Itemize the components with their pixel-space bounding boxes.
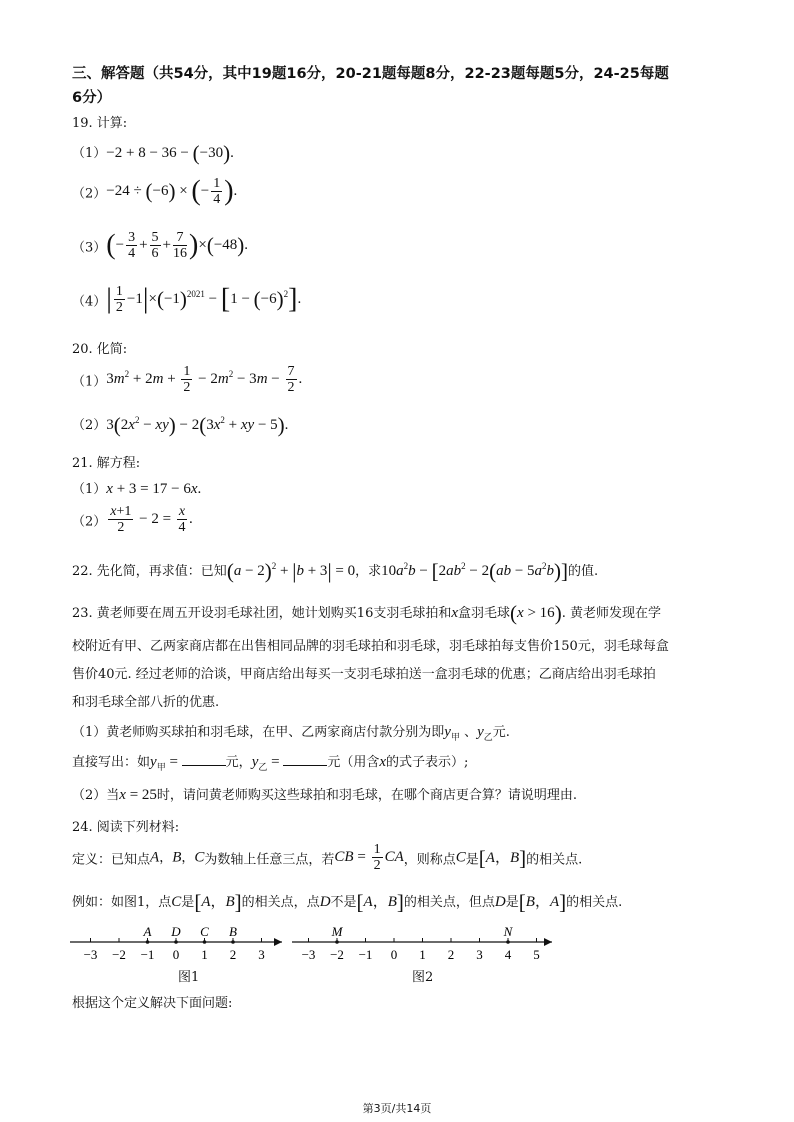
q23-part2: （2）当x = 25时，请问黄老师购买这些球拍和羽毛球，在哪个商店更合算？请说明理由.	[72, 787, 578, 803]
number-line-figures	[60, 918, 580, 990]
fig1-point-label: D	[171, 924, 181, 939]
q21-part2: （2） $\frac{x+1}{2}$ − 2 = $\frac{x}{4}$ .	[72, 504, 193, 536]
section-heading-line1: 三、解答题（共54分，其中19题16分，20-21题每题8分，22-23题每题5分，24-25每题	[72, 66, 669, 82]
fig2-tick-label: 1	[419, 947, 426, 962]
fig1-point	[203, 940, 207, 944]
fig1-point-label: C	[200, 924, 209, 939]
fig1-tick-label: 3	[258, 947, 265, 962]
q24-title: 24. 阅读下列材料:	[72, 820, 180, 835]
q23-line1: 23. 黄老师要在周五开设羽毛球社团，她计划购买16支羽毛球拍和x盒羽毛球(x > 16). 黄老师发现在学	[72, 601, 661, 626]
q19-part3: （3）(− $\frac{3}{4}$ + $\frac{5}{6}$ + $\frac{7}{16}$ )×(−48).	[72, 229, 249, 262]
q23-direct: 直接写出：如$y_甲$ = 元，$y_乙$ = 元（用含x的式子表示）;	[72, 754, 469, 772]
q23-line2: 校附近有甲、乙两家商店都在出售相同品牌的羽毛球拍和羽毛球，羽毛球拍每支售价150元，羽毛球每盒	[72, 639, 669, 654]
q20-part1: $(1)3m^2 + 2m$ + $\frac{1}{2}$ − $2m^2 - 3m$ − $\frac{7}{2}$ .	[72, 364, 303, 396]
fig2-tick-label: 4	[504, 947, 512, 962]
q23-part1: （1）黄老师购买球拍和羽毛球，在甲、乙两家商店付款分别为即$y_甲$ 、$y_乙$元.	[72, 724, 510, 742]
answer-blank-yi	[283, 753, 327, 766]
fig1-point	[174, 940, 178, 944]
q19-title: 19. 计算:	[72, 116, 128, 131]
fig2-caption: 图2	[412, 970, 434, 985]
fig2-tick-label: 2	[447, 947, 455, 962]
fig1-point	[231, 940, 235, 944]
fig1-tick-label: −2	[112, 947, 126, 962]
fig1-point-label: A	[143, 924, 152, 939]
fig1-tick-label: 1	[201, 947, 208, 962]
number-line-fig1	[70, 924, 282, 962]
q19-part2: （2）−24 ÷ (−6) × (− $\frac{1}{4}$ ).	[72, 175, 238, 208]
fig2-tick-label: −2	[330, 947, 344, 962]
q20-title: 20. 化简:	[72, 342, 128, 357]
q23-line3: 售价40元. 经过老师的洽谈，甲商店给出每买一支羽毛球拍送一盒羽毛球的优惠；乙商店给出羽毛球拍	[72, 667, 656, 682]
q20-part2: $(2)3(2x^2 - xy) - 2(3x^2$ + xy − 5).	[72, 413, 289, 438]
fig2-point	[506, 940, 510, 944]
q19-part4: （4）| $\frac{1}{2}$ $-1|\times(-1)^{2021} - [1 - (-6)^2]$.	[72, 283, 302, 316]
fig2-tick-label: −1	[358, 947, 373, 962]
fig2-tick-label: 5	[533, 947, 540, 962]
section-heading-line2: 6分）	[72, 90, 112, 106]
answer-blank-jia	[182, 753, 226, 766]
fig1-tick-label: 2	[229, 947, 237, 962]
fig1-point-label: B	[229, 924, 237, 939]
q23-line4: 和羽毛球全部八折的优惠.	[72, 695, 220, 710]
fig1-tick-label: 0	[172, 947, 180, 962]
fig2-tick-label: 0	[390, 947, 398, 962]
q24-example: 例如：如图1，点C是[A，B]的相关点，点D不是[A，B]的相关点，但点D是[B，A]的相关点.	[72, 890, 623, 915]
fig2-point-label: M	[331, 924, 343, 939]
page-footer: 第3页/共14页	[362, 1102, 432, 1115]
fig2-tick-label: 3	[476, 947, 483, 962]
fig2-point-label: N	[503, 924, 513, 939]
fig1-caption: 图1	[178, 970, 200, 985]
fig1-arrow	[274, 938, 282, 946]
q24-closing: 根据这个定义解决下面问题:	[72, 996, 233, 1011]
fig2-point	[335, 940, 339, 944]
q22-text: 22. 先化简，再求值：已知$(a - 2)^2 + |b + 3| = 0$，求$10a^2b - [2ab^2 - 2(ab - 5a^2b)]$的值.	[72, 559, 599, 584]
fig1-tick-label: −3	[83, 947, 98, 962]
fig1-tick-label: −1	[140, 947, 155, 962]
fig2-tick-label: −3	[301, 947, 316, 962]
q21-title: 21. 解方程:	[72, 456, 141, 471]
q19-part1: （1）−2 + 8 − 36 − (−30).	[72, 141, 234, 166]
q21-part1: （1）x + 3 = 17 − 6x.	[72, 481, 202, 497]
fig2-arrow	[544, 938, 552, 946]
number-line-fig2	[292, 924, 552, 962]
q24-definition: 定义：已知点A，B，C为数轴上任意三点，若CB = $\frac{1}{2}$ CA，则称点C是[A，B]的相关点.	[72, 842, 583, 874]
fig1-point	[146, 940, 150, 944]
